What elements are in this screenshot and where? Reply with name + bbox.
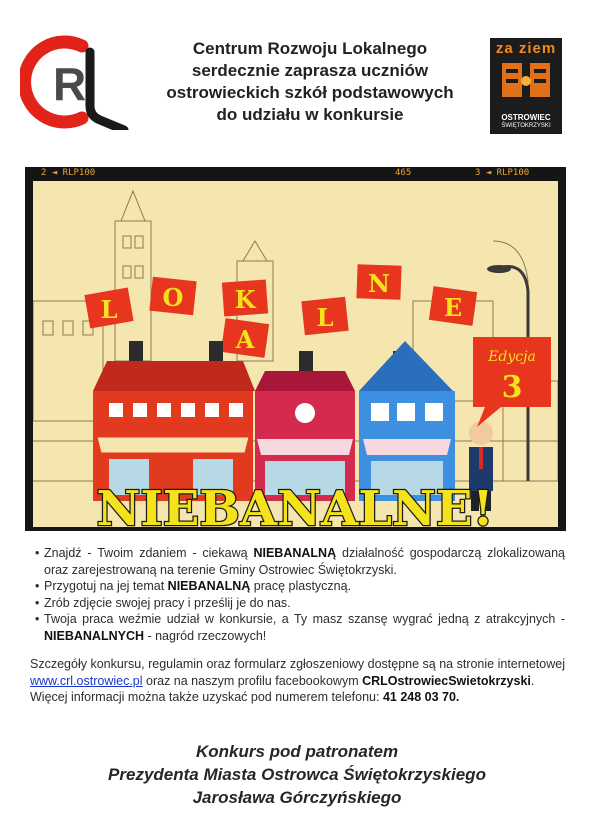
edition-number: 3 (501, 370, 523, 405)
footer-line: Jarosława Górczyńskiego (192, 788, 402, 807)
film-label: 2 ◄ RLP100 (41, 168, 96, 178)
footer-line: Prezydenta Miasta Ostrowca Świętokrzyskiego (108, 765, 486, 784)
zaziem-logo-region: ŚWIĘTOKRZYSKI (501, 123, 551, 129)
heading-line: do udziału w konkursie (216, 105, 404, 124)
list-item (35, 611, 565, 644)
phone-number: 41 248 03 70. (382, 690, 460, 704)
sign-letter: O (162, 283, 184, 312)
contest-steps-list (35, 545, 565, 644)
info-text: Szczegóły konkursu, regulamin oraz formularz zgłoszeniowy dostępne są na stronie internetowej (30, 657, 565, 671)
header (0, 0, 594, 150)
sign-letter: L (316, 303, 334, 332)
sign-letter: A (235, 325, 255, 354)
zaziem-logo-city: OSTROWIEC (501, 113, 551, 122)
footer-line: Konkurs pod patronatem (195, 742, 399, 761)
list-item-emphasis: NIEBANALNYCH (44, 628, 144, 643)
list-item-text: Twoja praca weźmie udział w konkursie, a Ty masz szansę wygrać jedną z atrakcyjnych - (44, 612, 565, 626)
phone-label: Więcej informacji można także uzyskać pod numerem telefonu: (30, 690, 383, 704)
red-house (93, 361, 255, 501)
sign-letter: E (443, 293, 463, 322)
heading-line: Centrum Rozwoju Lokalnego (192, 39, 428, 58)
list-item-text: Znajdź - Twoim zdaniem - ciekawą (44, 546, 254, 560)
list-item-text: Przygotuj na jej temat (44, 579, 168, 593)
contest-poster (25, 167, 566, 531)
crl-logo (20, 34, 132, 130)
heading-line: ostrowieckich szkół podstawowych (166, 83, 454, 102)
heading-line: serdecznie zaprasza uczniów (191, 61, 429, 80)
patronage-footer (0, 740, 594, 809)
info-text: oraz na naszym profilu facebookowym (142, 673, 363, 688)
list-item (35, 545, 565, 578)
sign-letter: L (100, 295, 118, 324)
list-item-emphasis: NIEBANALNĄ (253, 546, 337, 560)
phone-line (30, 689, 565, 706)
info-paragraph (30, 656, 565, 689)
list-item-text: działalność gospodarczą zlokalizowaną oraz zarejestrowaną na terenie Gminy Ostrowiec Świętokrzyski. (44, 546, 566, 577)
film-label: 465 (395, 168, 412, 178)
contest-info (30, 656, 565, 706)
website-link[interactable]: www.crl.ostrowiec.pl (30, 673, 143, 688)
film-strip-bar (25, 167, 566, 181)
edition-label: Edycja (488, 349, 536, 365)
svg-text:R: R (53, 58, 87, 110)
facebook-profile-name: CRLOstrowiecSwietokrzyski (362, 673, 531, 688)
sign-letter: K (234, 285, 256, 314)
invitation-heading (140, 38, 480, 126)
town-scene (33, 181, 558, 527)
list-item-text: pracę plastyczną. (250, 579, 352, 593)
info-text: . (530, 673, 535, 688)
sign-letter: N (368, 269, 390, 298)
poster-headline: NIEBANALNE! (96, 481, 494, 527)
list-item (35, 578, 565, 595)
bricks-icon (498, 59, 554, 101)
zaziem-logo-word: za ziem (495, 40, 557, 57)
list-item-text: Zrób zdjęcie swojej pracy i prześlij je do nas. (44, 595, 291, 610)
zaziem-logo (490, 38, 562, 134)
film-label: 3 ◄ RLP100 (475, 168, 530, 178)
list-item (35, 595, 565, 612)
list-item-text: - nagród rzeczowych! (144, 628, 267, 643)
list-item-emphasis: NIEBANALNĄ (167, 579, 251, 593)
